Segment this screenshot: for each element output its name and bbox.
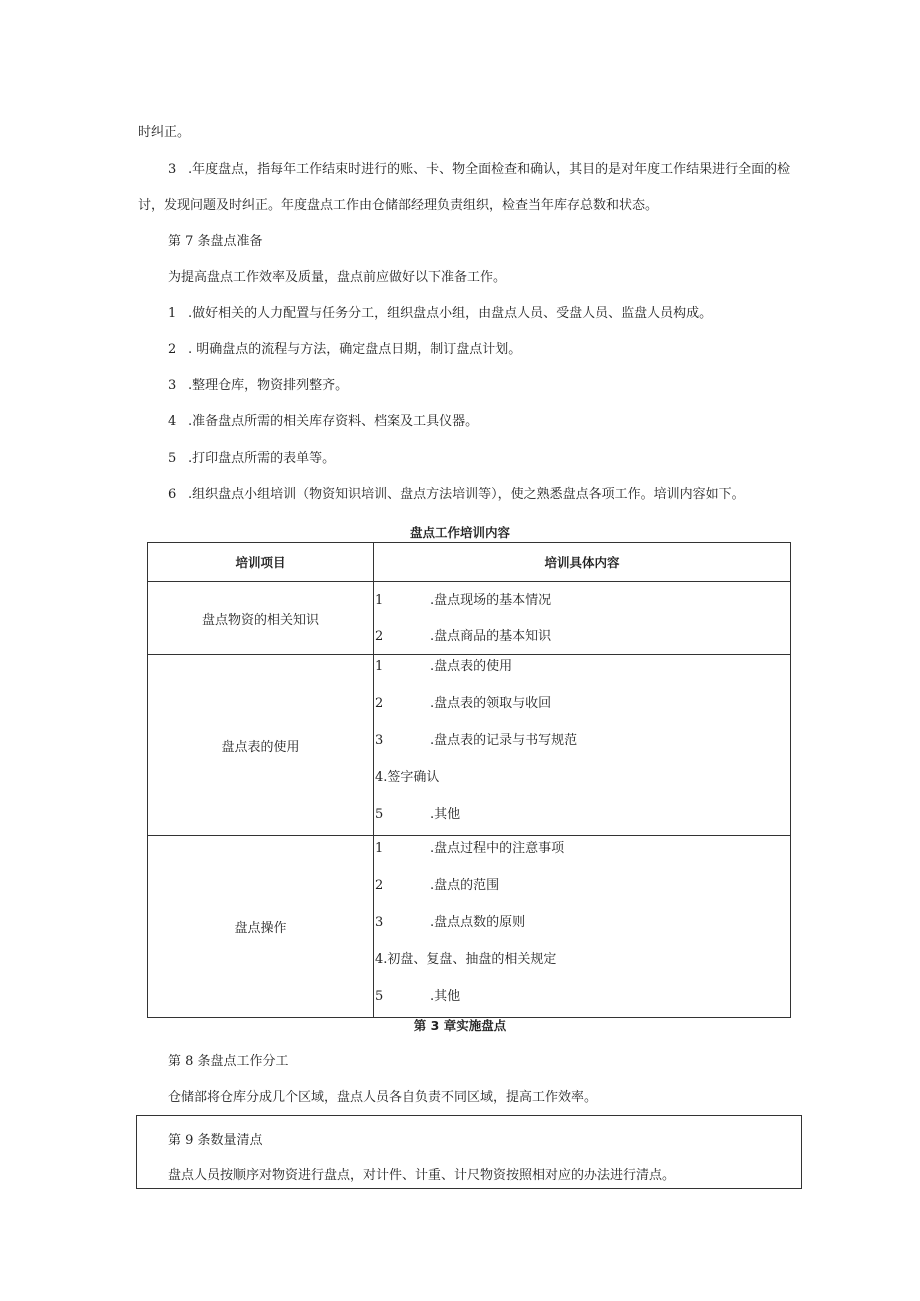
training-topic: 盘点物资的相关知识 [148,582,374,655]
training-topic: 盘点表的使用 [148,655,374,836]
training-items [374,582,791,655]
prep-number: 3 [168,378,177,393]
table-header-row [148,543,791,582]
paragraph-annual-inventory [168,161,790,179]
prep-number: 6 [168,487,177,502]
article-9-heading: 第 9 条数量清点 [168,1133,263,1148]
training-item: 1 .盘点现场的基本情况 [375,593,552,608]
article-9-text: 盘点人员按顺序对物资进行盘点，对计件、计重、计尺物资按照相对应的办法进行清点。 [168,1168,676,1183]
prep-item [168,413,478,431]
paragraph-number: 3 [168,162,177,177]
chapter-3-heading: 第 3 章实施盘点 [413,1018,507,1033]
training-item: 2 .盘点的范围 [375,877,500,893]
prep-item [168,341,521,359]
article-8-text: 仓储部将仓库分成几个区域，盘点人员各自负责不同区域，提高工作效率。 [168,1090,598,1105]
paragraph-text: .年度盘点，指每年工作结束时进行的账、卡、物全面检查和确认，其目的是对年度工作结果进行全面的检 [188,162,791,177]
prep-text: .整理仓库，物资排列整齐。 [188,378,349,393]
prep-text: .组织盘点小组培训（物资知识培训、盘点方法培训等），使之熟悉盘点各项工作。培训内容如下。 [188,487,745,502]
header-content: 培训具体内容 [374,543,791,582]
prep-item [168,305,712,323]
prep-text: .准备盘点所需的相关库存资料、档案及工具仪器。 [188,414,479,429]
training-table [147,542,791,1018]
training-item: 3 .盘点表的记录与书写规范 [375,733,578,748]
article-9-box [136,1115,802,1189]
article-8-heading: 第 8 条盘点工作分工 [168,1054,289,1069]
training-items [374,836,791,1018]
training-item: 5 .其他 [375,988,461,1004]
header-topic: 培训项目 [148,543,374,582]
article-7-heading: 第 7 条盘点准备 [168,234,263,249]
table-title: 盘点工作培训内容 [409,525,510,540]
training-item: 4.初盘、复盘、抽盘的相关规定 [375,951,557,967]
prep-text: . 明确盘点的流程与方法，确定盘点日期，制订盘点计划。 [188,342,522,357]
prep-number: 4 [168,414,177,429]
training-item: 5 .其他 [375,807,461,822]
table-row [148,582,791,655]
prep-number: 5 [168,451,177,466]
prep-item [168,486,745,504]
prep-item [168,450,335,468]
training-item: 4.签字确认 [375,770,440,785]
table-row [148,655,791,836]
prep-item [168,377,348,395]
training-item: 2 .盘点表的领取与收回 [375,696,552,711]
training-item: 1 .盘点表的使用 [375,659,513,674]
prep-text: .做好相关的人力配置与任务分工，组织盘点小组，由盘点人员、受盘人员、监盘人员构成。 [188,306,713,321]
training-item: 2 .盘点商品的基本知识 [375,629,552,644]
training-items [374,655,791,836]
prep-number: 2 [168,342,177,357]
paragraph-annual-inventory-cont: 讨，发现问题及时纠正。年度盘点工作由仓储部经理负责组织，检查当年库存总数和状态。 [138,198,659,213]
prep-number: 1 [168,306,177,321]
table-row [148,836,791,1018]
prep-text: .打印盘点所需的表单等。 [188,451,336,466]
training-item: 1 .盘点过程中的注意事项 [375,840,565,856]
training-topic: 盘点操作 [148,836,374,1018]
paragraph-continuation: 时纠正。 [138,125,191,140]
article-7-intro: 为提高盘点工作效率及质量，盘点前应做好以下准备工作。 [168,270,507,285]
training-item: 3 .盘点点数的原则 [375,914,526,930]
